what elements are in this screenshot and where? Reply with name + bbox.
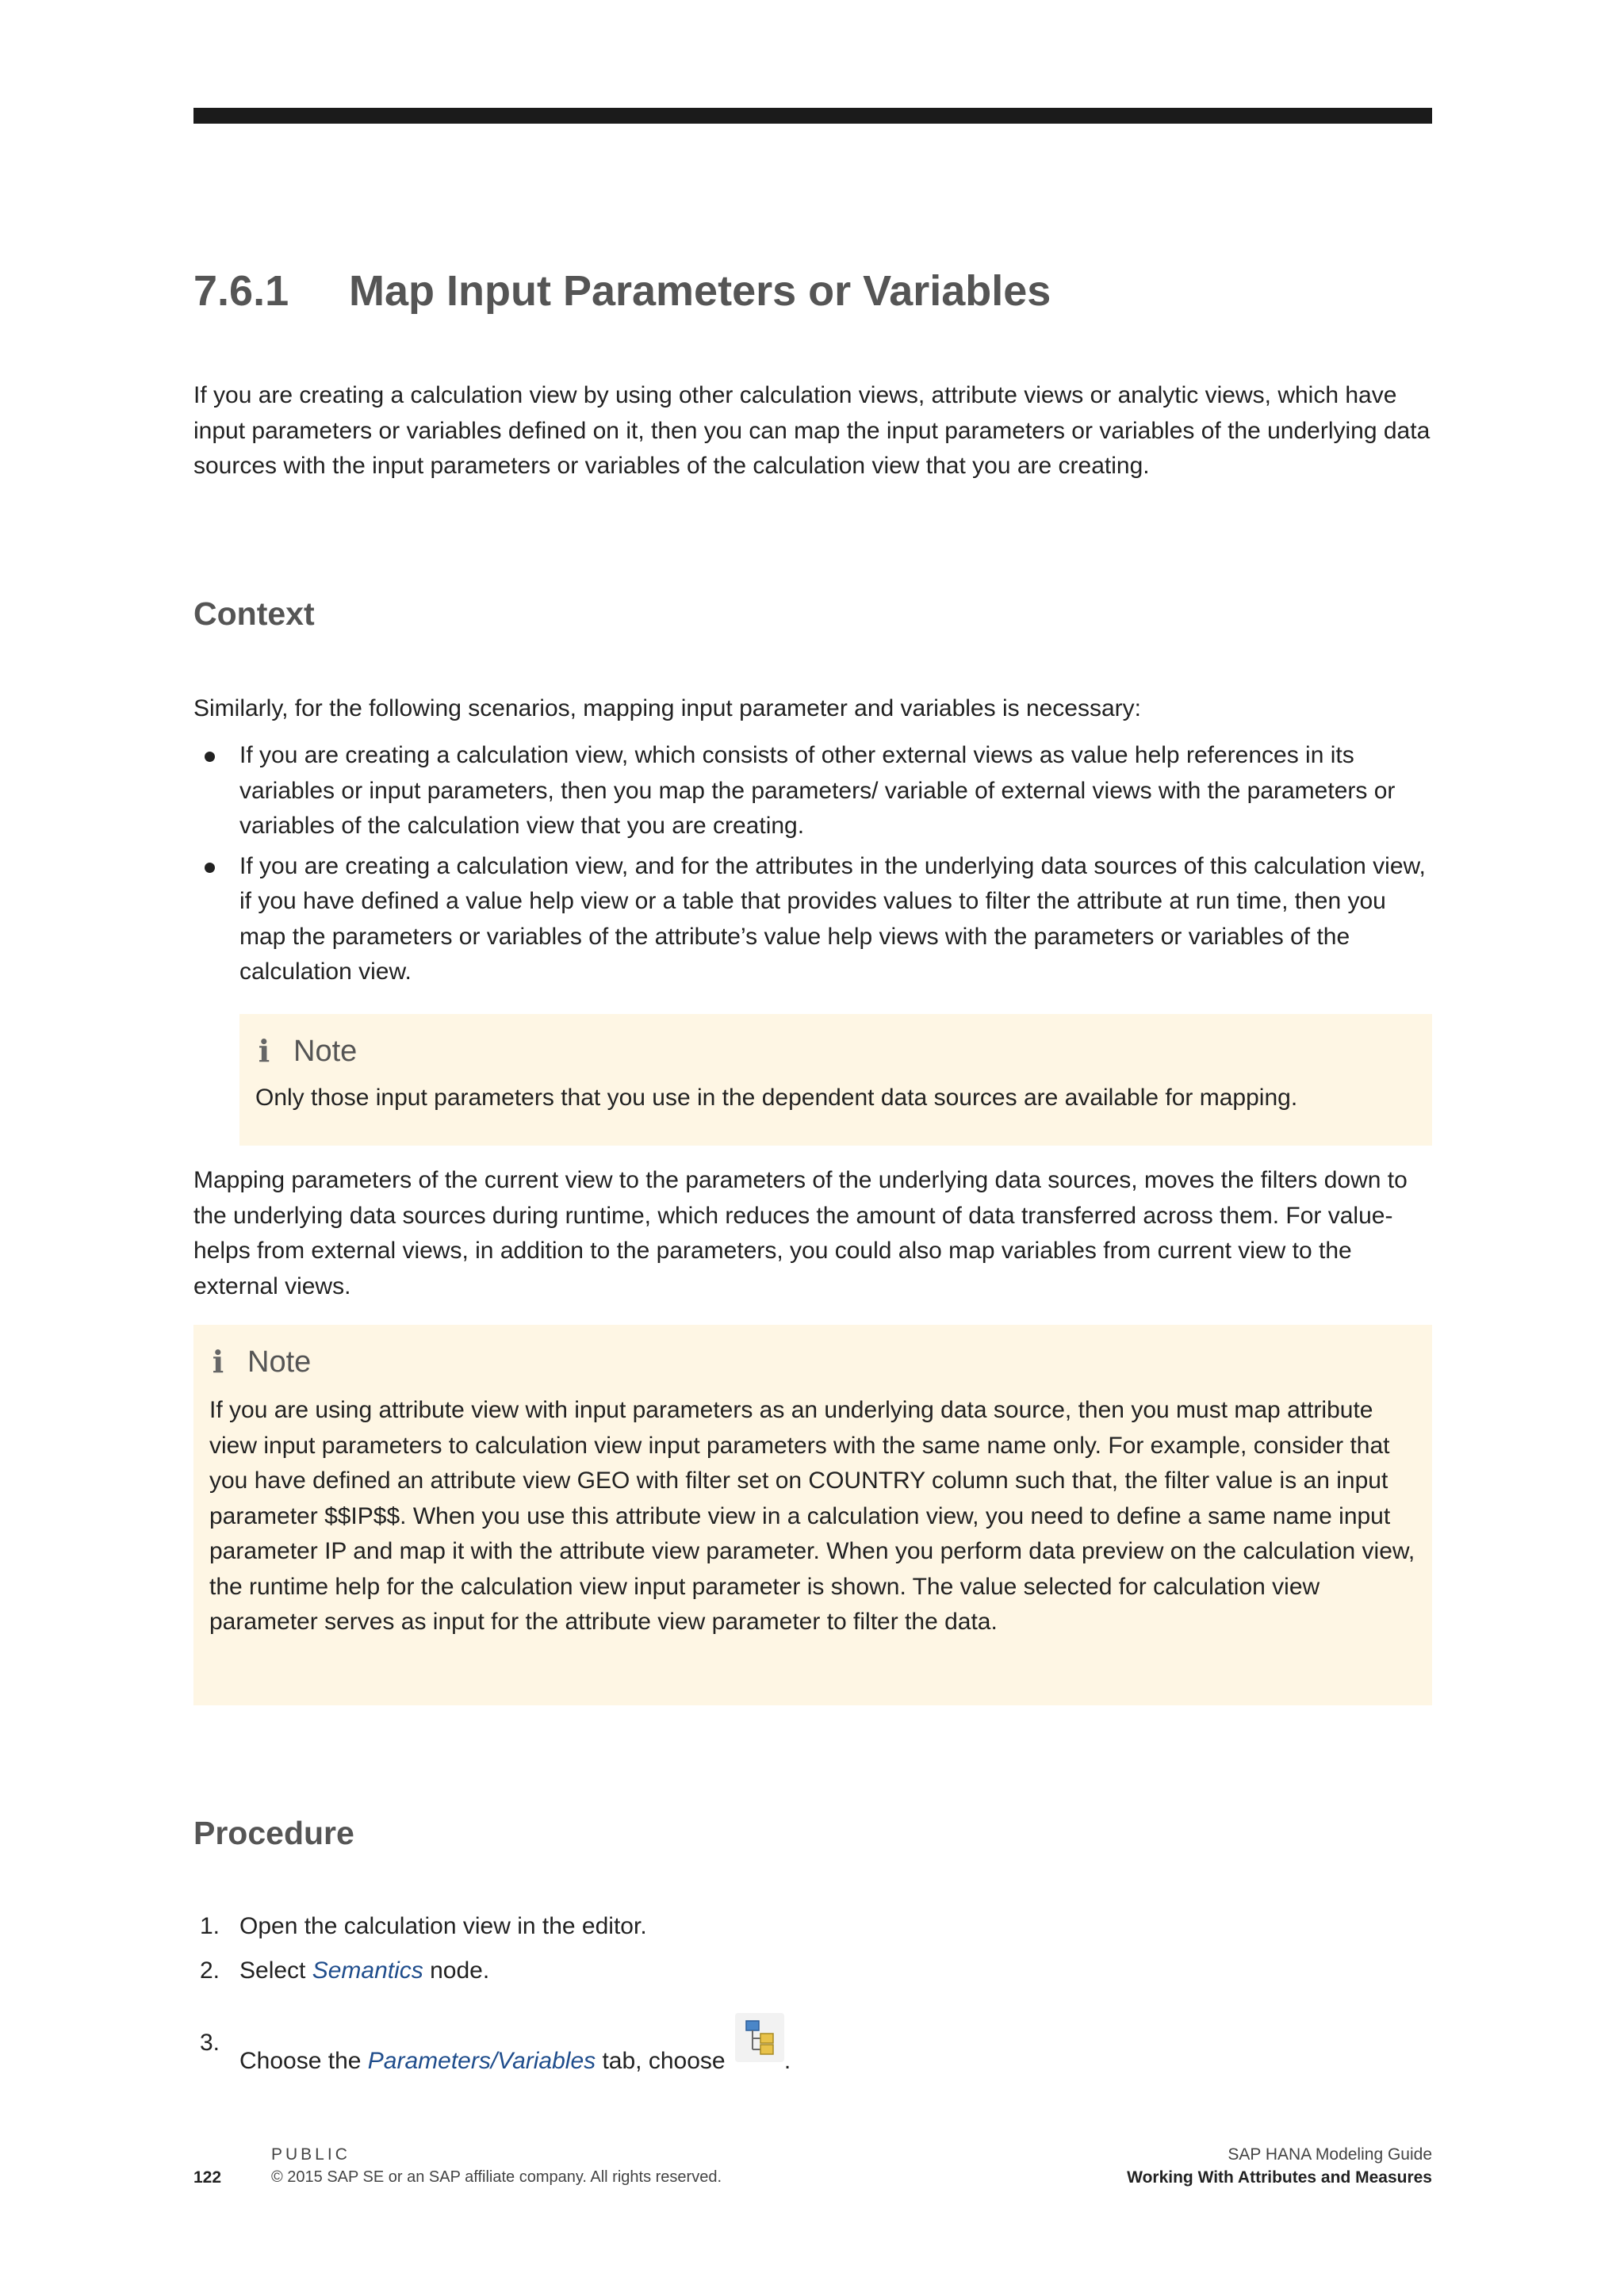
note-box (193, 1325, 1432, 1705)
step-text: Select (239, 1957, 312, 1984)
procedure-step (193, 2026, 1432, 2074)
step-text: node. (423, 1957, 490, 1984)
context-heading: Context (193, 595, 315, 632)
procedure-step (193, 1954, 1432, 1989)
top-rule (193, 108, 1432, 124)
section-heading (193, 267, 1051, 315)
context-bullet-list (193, 738, 1432, 995)
intro-paragraph: If you are creating a calculation view by using other calculation views, attribute views or analytic views, which have input parameters or variables defined on it, then you can map the input parameters or variables of the underlying data sources with the input parameters or variables of the calculation view that you are creating. (193, 382, 1431, 479)
section-number: 7.6.1 (193, 267, 289, 315)
note-box (239, 1014, 1432, 1146)
step-number: 3. (200, 2030, 220, 2056)
section-title: Map Input Parameters or Variables (349, 267, 1051, 315)
note-text: If you are using attribute view with input parameters as an underlying data source, then you must map attribute view input parameters to calculation view input parameters with the same name only. For example, consider that you have defined an attribute view GEO with filter set on COUNTRY column such that, the filter value is an input parameter $$IP$$. When you use this attribute view in a calculation view, you need to define a same name input parameter IP and map it with the attribute view parameter. When you perform data preview on the calculation view, the runtime help for the calculation view input parameter is shown. The value selected for calculation view parameter serves as input for the attribute view parameter to filter the data. (209, 1397, 1415, 1635)
info-icon: i (212, 1344, 224, 1380)
context-body-paragraph: Mapping parameters of the current view to the parameters of the underlying data sources, moves the filters down to the underlying data sources during runtime, which reduces the amount of data transferred across them. For value-helps from external views, in addition to the parameters, you could also map variables from current view to the external views. (193, 1167, 1408, 1299)
note-header (255, 1033, 1416, 1069)
procedure-step (193, 1909, 1432, 1945)
step-text: Open the calculation view in the editor. (239, 1913, 647, 1939)
list-item (193, 738, 1432, 844)
bullet-icon (205, 752, 215, 762)
step-text: Choose the (239, 2048, 368, 2074)
step-number: 1. (200, 1913, 220, 1939)
list-item (193, 849, 1432, 990)
note-label: Note (293, 1035, 358, 1068)
bullet-icon (205, 863, 215, 873)
footer-classification: PUBLIC (271, 2145, 350, 2164)
context-lead: Similarly, for the following scenarios, mapping input parameter and variables is necessary: (193, 695, 1142, 721)
hierarchy-icon (735, 2013, 784, 2062)
step-text: . (783, 2048, 791, 2074)
note-header (209, 1344, 1416, 1380)
page-number: 122 (193, 2168, 222, 2187)
procedure-heading: Procedure (193, 1815, 354, 1851)
bullet-text: If you are creating a calculation view, and for the attributes in the underlying data sources of this calculation view, if you have defined a value help view or a table that provides values to filter the attribute at run time, then you map the parameters or variables of the attribute’s value help views with the parameters or variables of the calculation view. (239, 852, 1426, 985)
footer-chapter-title: Working With Attributes and Measures (1127, 2168, 1432, 2187)
note-text: Only those input parameters that you use in the dependent data sources are available for mapping. (255, 1085, 1298, 1111)
step-text: tab, choose (596, 2048, 732, 2074)
procedure-steps (193, 1909, 1432, 2074)
parameters-variables-tab-reference: Parameters/Variables (367, 2048, 596, 2074)
bullet-text: If you are creating a calculation view, which consists of other external views as value help references in its variables or input parameters, then you map the parameters/ variable of external views with the parameters or variables of the calculation view that you are creating. (239, 742, 1396, 839)
footer-copyright: © 2015 SAP SE or an SAP affiliate company. All rights reserved. (271, 2168, 722, 2186)
footer-guide-title: SAP HANA Modeling Guide (1228, 2145, 1432, 2164)
info-icon: i (258, 1033, 270, 1069)
step-number: 2. (200, 1957, 220, 1984)
note-label: Note (247, 1345, 312, 1379)
semantics-node-reference: Semantics (312, 1957, 423, 1984)
